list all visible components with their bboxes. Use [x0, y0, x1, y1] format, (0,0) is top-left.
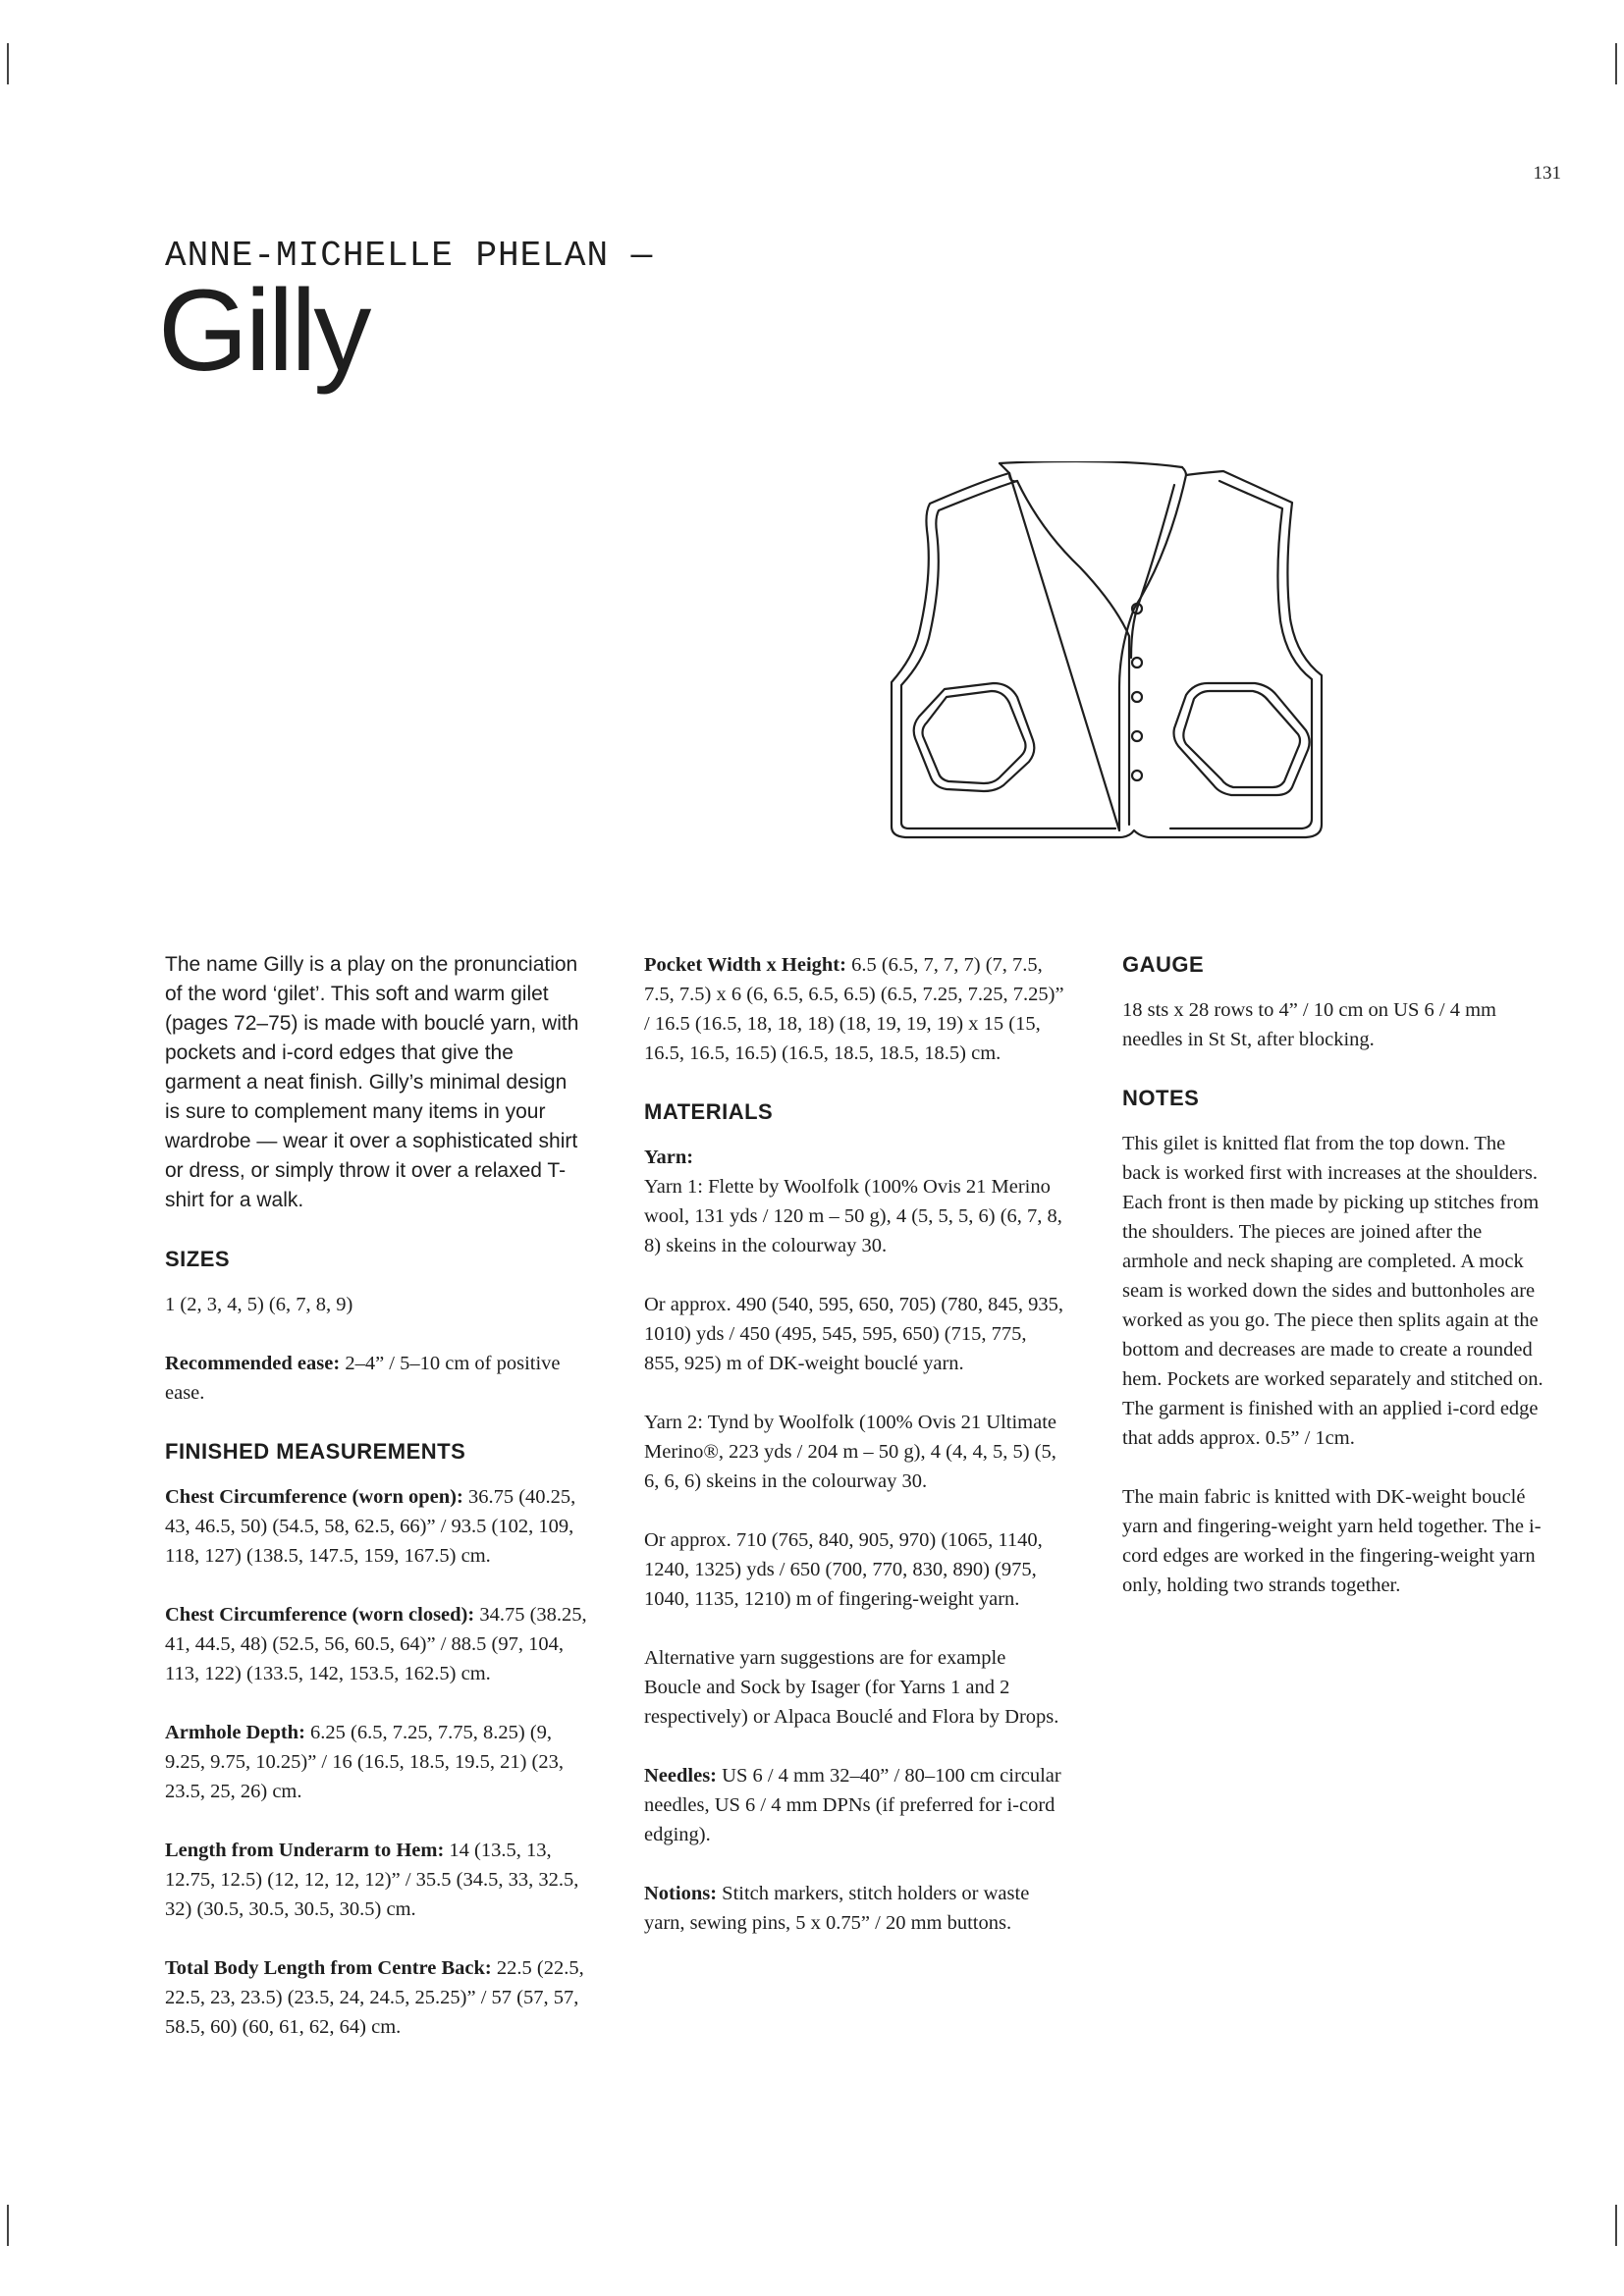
- gauge-heading: GAUGE: [1122, 952, 1205, 977]
- intro-text: The name Gilly is a play on the pronunciation of the word ‘gilet’. This soft and warm gilet (pages 72–75) is made with bouclé yarn, with pockets and i-cord edges that give the garment a neat finish. Gilly’s minimal design is sure to complement many items in your wardrobe — wear it over a sophisticated shirt or dress, or simply throw it over a relaxed T-shirt for a walk.: [165, 953, 579, 1211]
- measurement-label: Length from Underarm to Hem:: [165, 1840, 445, 1861]
- column-middle: [644, 950, 1066, 1938]
- notes-heading: NOTES: [1122, 1086, 1200, 1110]
- pocket-value: 6.5 (6.5, 7, 7, 7) (7, 7.5, 7.5, 7.5) x 6 (6, 6.5, 6.5, 6.5) (6.5, 7.25, 7.25, 7.25)” / 16.5 (16.5, 18, 18, 18) (18, 19, 19, 19) x 15 (15, 16.5, 16.5, 16.5) (16.5, 18.5, 18.5, 18.5) cm.: [644, 954, 1064, 1064]
- measurement-value: 14 (13.5, 13, 12.75, 12.5) (12, 12, 12, 12)” / 35.5 (34.5, 33, 32.5, 32) (30.5, 30.5, 30.5, 30.5) cm.: [165, 1840, 579, 1920]
- notes-paragraph-2: The main fabric is knitted with DK-weight bouclé yarn and fingering-weight yarn held together. The i-cord edges are worked in the fingering-weight yarn only, holding two strands together.: [1122, 1486, 1542, 1596]
- page-number: 131: [1533, 163, 1561, 184]
- measurement-value: 22.5 (22.5, 22.5, 23, 23.5) (23.5, 24, 24.5, 25.25)” / 57 (57, 57, 58.5, 60) (60, 61, 62, 64) cm.: [165, 1957, 584, 2038]
- yarn-2: Yarn 2: Tynd by Woolfolk (100% Ovis 21 Ultimate Merino®, 223 yds / 204 m – 50 g), 4 (4, 4, 5, 5) (5, 6, 6, 6) skeins in the colourway 30.: [644, 1412, 1057, 1492]
- recommended-ease: [165, 1349, 587, 1408]
- crop-mark-bottom-right: [1615, 2205, 1617, 2246]
- materials-heading: MATERIALS: [644, 1099, 774, 1124]
- yarn-1: Yarn 1: Flette by Woolfolk (100% Ovis 21 Merino wool, 131 yds / 120 m – 50 g), 4 (5, 5, 5, 6) (6, 7, 8, 8) skeins in the colourway 30.: [644, 1176, 1062, 1256]
- notions: [644, 1879, 1066, 1938]
- crop-mark-top-left: [7, 43, 9, 84]
- measurement-item: [165, 1482, 587, 1571]
- column-left: [165, 950, 587, 2042]
- measurement-item: [165, 1718, 587, 1806]
- ease-label: Recommended ease:: [165, 1353, 341, 1374]
- gauge-text: 18 sts x 28 rows to 4” / 10 cm on US 6 / 4 mm needles in St St, after blocking.: [1122, 999, 1496, 1050]
- pocket-dimensions: [644, 950, 1066, 1068]
- measurement-label: Total Body Length from Centre Back:: [165, 1957, 492, 1979]
- needles: [644, 1761, 1066, 1849]
- page-title: Gilly: [158, 266, 369, 396]
- notions-label: Notions:: [644, 1883, 718, 1904]
- measurement-item: [165, 1836, 587, 1924]
- sizes-heading: SIZES: [165, 1247, 231, 1271]
- yarn-2-alternative: Or approx. 710 (765, 840, 905, 970) (1065, 1140, 1240, 1325) yds / 650 (700, 770, 830, 890) (975, 1040, 1135, 1210) m of fingering-weight yarn.: [644, 1529, 1043, 1610]
- column-right: [1122, 950, 1544, 1600]
- yarn-label: [644, 1143, 1066, 1172]
- vest-illustration-icon: [884, 461, 1345, 844]
- crop-mark-top-right: [1615, 43, 1617, 84]
- pocket-label: Pocket Width x Height:: [644, 954, 846, 976]
- finished-measurements-heading: FINISHED MEASUREMENTS: [165, 1439, 466, 1464]
- yarn-alternatives: Alternative yarn suggestions are for example Boucle and Sock by Isager (for Yarns 1 and 2 respectively) or Alpaca Bouclé and Flora by Drops.: [644, 1647, 1059, 1728]
- measurement-label: Armhole Depth:: [165, 1722, 305, 1743]
- measurement-item: [165, 1953, 587, 2042]
- notes-paragraph-1: This gilet is knitted flat from the top down. The back is worked first with increases at the shoulders. Each front is then made by picking up stitches from the shoulders. The pieces are joined after the armhole and neck shaping are completed. A mock seam is worked down the sides and buttonholes are worked as you go. The piece then splits again at the bottom and decreases are made to create a rounded hem. Pockets are worked separately and stitched on. The garment is finished with an applied i-cord edge that adds approx. 0.5” / 1cm.: [1122, 1133, 1543, 1449]
- author-name: ANNE-MICHELLE PHELAN —: [165, 236, 654, 276]
- yarn-1-alternative: Or approx. 490 (540, 595, 650, 705) (780, 845, 935, 1010) yds / 450 (495, 545, 595, 650) (715, 775, 855, 925) m of DK-weight bouclé yarn.: [644, 1294, 1064, 1374]
- needles-label: Needles:: [644, 1765, 718, 1787]
- needles-value: US 6 / 4 mm 32–40” / 80–100 cm circular needles, US 6 / 4 mm DPNs (if preferred for i-cord edging).: [644, 1765, 1061, 1845]
- measurement-label: Chest Circumference (worn open):: [165, 1486, 463, 1508]
- measurement-value: 6.25 (6.5, 7.25, 7.75, 8.25) (9, 9.25, 9.75, 10.25)” / 16 (16.5, 18.5, 19.5, 21) (23, 23.5, 25, 26) cm.: [165, 1722, 564, 1802]
- yarn-label-text: Yarn:: [644, 1147, 694, 1168]
- crop-mark-bottom-left: [7, 2205, 9, 2246]
- measurement-label: Chest Circumference (worn closed):: [165, 1604, 475, 1626]
- measurement-value: 34.75 (38.25, 41, 44.5, 48) (52.5, 56, 60.5, 64)” / 88.5 (97, 104, 113, 122) (133.5, 142, 153.5, 162.5) cm.: [165, 1604, 587, 1684]
- sizes-values: 1 (2, 3, 4, 5) (6, 7, 8, 9): [165, 1294, 353, 1315]
- ease-value: 2–4” / 5–10 cm of positive ease.: [165, 1353, 561, 1404]
- measurement-item: [165, 1600, 587, 1688]
- notions-value: Stitch markers, stitch holders or waste yarn, sewing pins, 5 x 0.75” / 20 mm buttons.: [644, 1883, 1030, 1934]
- measurement-value: 36.75 (40.25, 43, 46.5, 50) (54.5, 58, 62.5, 66)” / 93.5 (102, 109, 118, 127) (138.5, 147.5, 159, 167.5) cm.: [165, 1486, 576, 1567]
